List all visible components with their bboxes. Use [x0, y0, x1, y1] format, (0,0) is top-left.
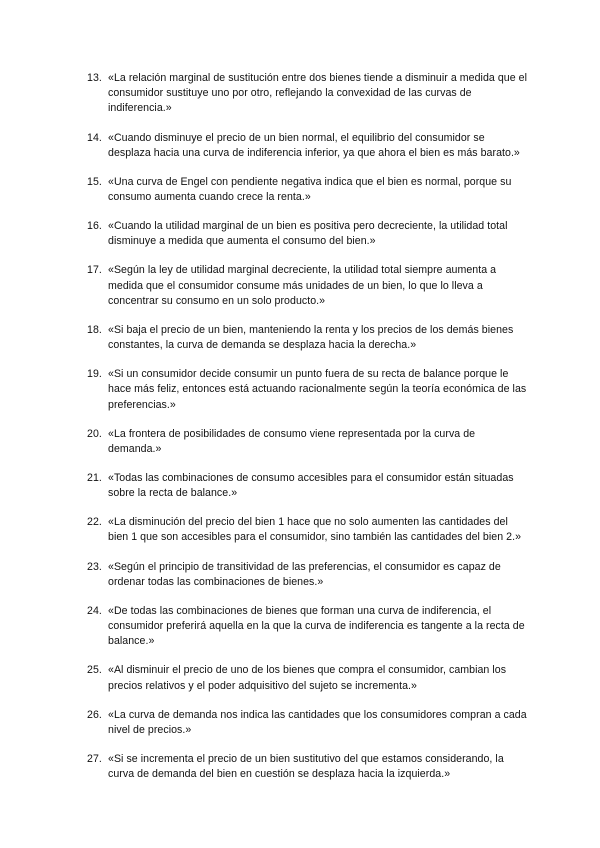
item-text: «La relación marginal de sustitución entre dos bienes tiende a disminuir a medida que el consumidor sustituye uno por otro, reflejando la convexidad de las curvas de indiferencia.» [108, 72, 527, 115]
item-text: «De todas las combinaciones de bienes que forman una curva de indiferencia, el consumidor preferirá aquella en la que la curva de indiferencia es tangente a la recta de balance.» [108, 604, 525, 648]
item-number: 19. [87, 368, 102, 381]
list-item [87, 131, 527, 161]
list-item [87, 219, 527, 249]
item-number: 25. [87, 664, 102, 677]
statement-list [87, 71, 527, 796]
list-item [87, 367, 527, 413]
list-item [87, 663, 527, 693]
item-number: 16. [87, 220, 102, 233]
item-text: «Según la ley de utilidad marginal decreciente, la utilidad total siempre aumenta a medida que el consumidor consume más unidades de un bien, lo que lo lleva a concentrar su consumo en un solo producto.» [108, 264, 497, 307]
list-item [87, 708, 527, 738]
item-text: «Al disminuir el precio de uno de los bienes que compra el consumidor, cambian los precios relativos y el poder adquisitivo del sujeto se incrementa.» [108, 664, 507, 692]
list-item [87, 471, 527, 501]
item-number: 23. [87, 560, 102, 573]
item-text: «Todas las combinaciones de consumo accesibles para el consumidor están situadas sobre la recta de balance.» [108, 471, 514, 500]
item-text: «Si baja el precio de un bien, manteniendo la renta y los precios de los demás bienes constantes, la curva de demanda se desplaza hacia la derecha.» [108, 323, 514, 352]
item-number: 13. [87, 72, 102, 84]
item-number: 14. [87, 131, 102, 144]
list-item [87, 515, 527, 545]
item-text: «Si se incrementa el precio de un bien sustitutivo del que estamos considerando, la curva de demanda del bien en cuestión se desplaza hacia la izquierda.» [108, 752, 504, 781]
item-number: 22. [87, 516, 102, 529]
list-item [87, 71, 527, 117]
list-item [87, 323, 527, 353]
item-text: «Una curva de Engel con pendiente negativa indica que el bien es normal, porque su consumo aumenta cuando crece la renta.» [108, 175, 512, 203]
list-item [87, 604, 527, 650]
item-text: «Según el principio de transitividad de las preferencias, el consumidor es capaz de ordenar todas las combinaciones de bienes.» [108, 560, 501, 588]
item-number: 17. [87, 264, 102, 277]
item-number: 24. [87, 604, 102, 617]
list-item [87, 175, 527, 205]
item-number: 18. [87, 323, 102, 336]
item-number: 20. [87, 427, 102, 440]
list-item [87, 560, 527, 590]
list-item [87, 752, 527, 782]
item-text: «Cuando disminuye el precio de un bien normal, el equilibrio del consumidor se desplaza hacia una curva de indiferencia inferior, ya que ahora el bien es más barato.» [108, 131, 520, 159]
item-number: 21. [87, 471, 102, 484]
item-number: 26. [87, 708, 102, 721]
list-item [87, 427, 527, 457]
item-text: «Si un consumidor decide consumir un punto fuera de su recta de balance porque le hace más feliz, entonces está actuando racionalmente según la teoría económica de las preferencias.» [108, 368, 527, 411]
list-item [87, 263, 527, 309]
item-text: «La frontera de posibilidades de consumo viene representada por la curva de demanda.» [108, 427, 476, 455]
item-number: 15. [87, 175, 102, 188]
item-text: «La disminución del precio del bien 1 hace que no solo aumenten las cantidades del bien 1 que son accesibles para el consumidor, sino también las cantidades del bien 2.» [108, 516, 522, 544]
item-text: «Cuando la utilidad marginal de un bien es positiva pero decreciente, la utilidad total disminuye a medida que aumenta el consumo del bien.» [108, 220, 508, 248]
item-number: 27. [87, 752, 102, 765]
item-text: «La curva de demanda nos indica las cantidades que los consumidores compran a cada nivel de precios.» [108, 708, 527, 736]
